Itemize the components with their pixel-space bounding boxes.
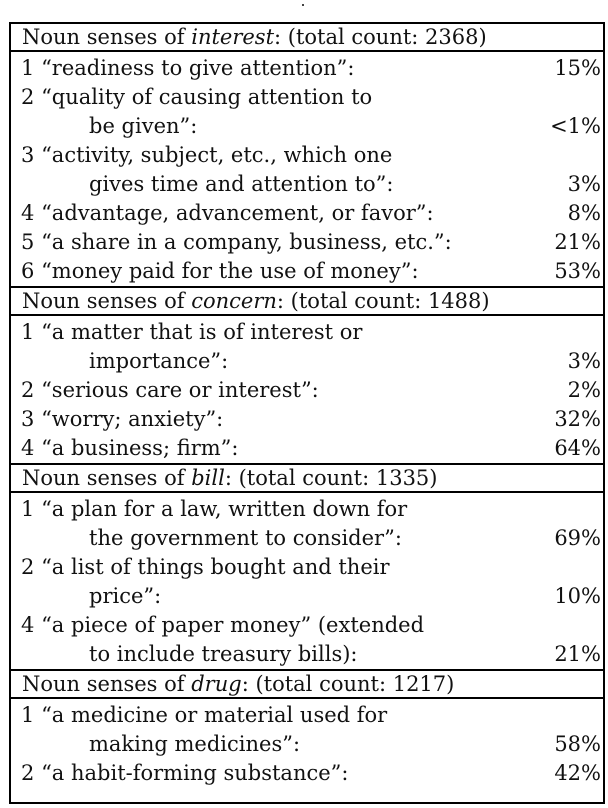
sense-row <box>11 170 603 199</box>
sense-gloss: “advantage, advancement, or favor”: <box>41 201 434 225</box>
sense-number: 2 <box>21 378 35 402</box>
section-drug <box>11 671 603 788</box>
header-word: concern <box>191 289 277 313</box>
sense-number: 6 <box>21 259 35 283</box>
senses-list <box>11 493 603 671</box>
sense-percentage: 42% <box>554 761 601 785</box>
sense-gloss-continued: be given”: <box>89 114 198 138</box>
sense-percentage: 3% <box>567 349 601 373</box>
sense-number: 4 <box>21 436 35 460</box>
header-word: bill <box>191 466 225 490</box>
header-word: interest <box>191 25 275 49</box>
sense-gloss: “activity, subject, etc., which one <box>41 143 393 167</box>
sense-row <box>11 434 603 463</box>
sense-text <box>21 199 434 228</box>
sense-number: 4 <box>21 201 35 225</box>
sense-gloss: “a business; firm”: <box>41 436 239 460</box>
sense-percentage: 64% <box>554 436 601 460</box>
sense-text <box>21 434 238 463</box>
header-text <box>22 24 491 50</box>
sense-percentage: 2% <box>567 378 601 402</box>
sense-number: 2 <box>21 85 35 109</box>
sense-number: 3 <box>21 143 35 167</box>
sense-gloss: “a matter that is of interest or <box>41 320 363 344</box>
sense-gloss: “worry; anxiety”: <box>41 407 224 431</box>
section-header <box>11 24 603 52</box>
sense-text <box>21 141 392 170</box>
section-header <box>11 671 603 699</box>
sense-row <box>11 582 603 611</box>
sense-row <box>11 759 603 788</box>
header-word: drug <box>191 672 242 696</box>
sense-text <box>21 257 419 286</box>
sense-text <box>21 376 319 405</box>
sense-row <box>11 83 603 112</box>
sense-percentage: 21% <box>554 230 601 254</box>
sense-row <box>11 495 603 524</box>
sense-text <box>21 495 407 524</box>
sense-text <box>21 54 355 83</box>
header-count: : (total count: 1217) <box>241 672 455 696</box>
section-bill <box>11 465 603 671</box>
sense-row <box>11 228 603 257</box>
sense-percentage: 10% <box>554 584 601 608</box>
sense-number: 4 <box>21 613 35 637</box>
sense-row <box>11 54 603 83</box>
sense-number: 3 <box>21 407 35 431</box>
sense-gloss: “a share in a company, business, etc.”: <box>41 230 452 254</box>
section-interest <box>11 24 603 288</box>
sense-number: 5 <box>21 230 35 254</box>
header-count: : (total count: 2368) <box>274 25 487 49</box>
sense-number: 1 <box>21 497 35 521</box>
sense-text <box>21 553 390 582</box>
senses-list <box>11 316 603 465</box>
sense-row <box>11 640 603 669</box>
sense-gloss-continued: the government to consider”: <box>89 526 402 550</box>
sense-row <box>11 257 603 286</box>
sense-row <box>11 112 603 141</box>
sense-gloss-continued: to include treasury bills): <box>89 642 358 666</box>
sense-text <box>21 701 387 730</box>
sense-row <box>11 199 603 228</box>
sense-percentage: 21% <box>554 642 601 666</box>
sense-gloss: “a piece of paper money” (extended <box>41 613 425 637</box>
sense-gloss: “serious care or interest”: <box>41 378 319 402</box>
sense-row <box>11 405 603 434</box>
sense-row <box>11 141 603 170</box>
header-prefix: Noun senses of <box>22 466 192 490</box>
sense-row <box>11 553 603 582</box>
sense-row <box>11 347 603 376</box>
section-header <box>11 465 603 493</box>
sense-percentage: 69% <box>554 526 601 550</box>
header-text <box>22 465 441 491</box>
sense-number: 1 <box>21 703 35 727</box>
sense-gloss: “a list of things bought and their <box>41 555 390 579</box>
sense-text <box>21 83 372 112</box>
header-count: : (total count: 1488) <box>276 289 490 313</box>
sense-gloss-continued: importance”: <box>89 349 229 373</box>
sense-gloss: “readiness to give attention”: <box>41 56 355 80</box>
sense-percentage: 3% <box>567 172 601 196</box>
header-count: : (total count: 1335) <box>224 466 438 490</box>
sense-percentage: <1% <box>550 114 601 138</box>
sense-number: 2 <box>21 761 35 785</box>
sense-row <box>11 318 603 347</box>
header-prefix: Noun senses of <box>22 25 192 49</box>
sense-gloss: “money paid for the use of money”: <box>41 259 419 283</box>
sense-row <box>11 611 603 640</box>
senses-list <box>11 52 603 288</box>
sense-gloss: “a habit-forming substance”: <box>41 761 349 785</box>
sense-row <box>11 376 603 405</box>
header-text <box>22 671 458 697</box>
sense-text <box>21 759 348 788</box>
sense-gloss-continued: gives time and attention to”: <box>89 172 394 196</box>
section-header <box>11 288 603 316</box>
sense-text <box>21 228 452 257</box>
sense-percentage: 32% <box>554 407 601 431</box>
header-prefix: Noun senses of <box>22 672 192 696</box>
sense-number: 1 <box>21 56 35 80</box>
sense-gloss-continued: price”: <box>89 584 162 608</box>
sense-row <box>11 524 603 553</box>
sense-row <box>11 730 603 759</box>
sense-gloss: “quality of causing attention to <box>41 85 373 109</box>
sense-percentage: 8% <box>567 201 601 225</box>
sense-percentage: 15% <box>554 56 601 80</box>
sense-text <box>21 405 223 434</box>
sense-gloss: “a medicine or material used for <box>41 703 388 727</box>
sense-row <box>11 701 603 730</box>
noun-senses-table <box>9 22 605 804</box>
sense-percentage: 53% <box>554 259 601 283</box>
sense-number: 1 <box>21 320 35 344</box>
sense-text <box>21 318 362 347</box>
sense-number: 2 <box>21 555 35 579</box>
header-prefix: Noun senses of <box>22 289 192 313</box>
sense-gloss-continued: making medicines”: <box>89 732 301 756</box>
sense-gloss: “a plan for a law, written down for <box>41 497 408 521</box>
sense-percentage: 58% <box>554 732 601 756</box>
header-text <box>22 288 494 314</box>
sense-text <box>21 611 424 640</box>
stray-mark <box>302 4 304 6</box>
senses-list <box>11 699 603 788</box>
section-concern <box>11 288 603 465</box>
